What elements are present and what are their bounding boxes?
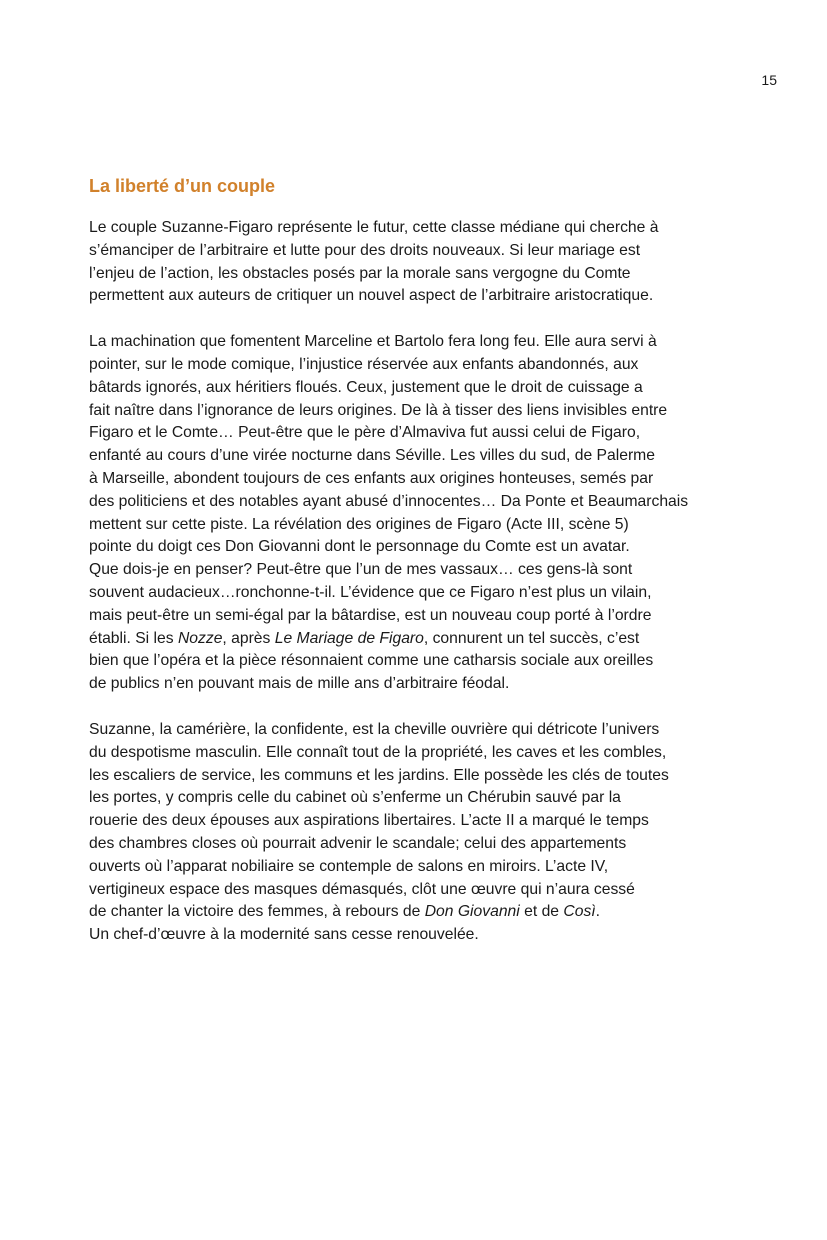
text-line	[89, 240, 739, 263]
text-line	[89, 605, 739, 628]
text-run: l’enjeu de l’action, les obstacles posés par la morale sans vergogne du Comte	[89, 264, 631, 282]
text-line	[89, 628, 739, 651]
text-line	[89, 263, 739, 286]
text-run: Que dois-je en penser? Peut-être que l’un de mes vassaux… ces gens-là sont	[89, 561, 633, 579]
text-line	[89, 719, 739, 742]
text-run: .	[595, 903, 601, 921]
text-line	[89, 787, 739, 810]
section-title: La liberté d’un couple	[89, 176, 276, 196]
text-line	[89, 377, 739, 400]
text-run: à Marseille, abondent toujours de ces enfants aux origines honteuses, semés par	[89, 469, 654, 487]
text-line	[89, 536, 739, 559]
text-run: Le couple Suzanne-Figaro représente le futur, cette classe médiane qui cherche à	[89, 219, 659, 236]
text-line	[89, 559, 739, 582]
text-line	[89, 491, 739, 514]
text-line	[89, 742, 739, 765]
italic-text: Così	[563, 903, 596, 921]
text-run: bâtards ignorés, aux héritiers floués. Ceux, justement que le droit de cuissage a	[89, 378, 643, 396]
text-line	[89, 400, 739, 423]
text-run: des politiciens et des notables ayant abusé d’innocentes… Da Ponte et Beaumarchais	[89, 492, 689, 510]
text-line	[89, 468, 739, 491]
text-run: Figaro et le Comte… Peut-être que le père d’Almaviva fut aussi celui de Figaro,	[89, 424, 641, 442]
text-run: les escaliers de service, les communs et les jardins. Elle possède les clés de toutes	[89, 766, 669, 784]
text-line	[89, 514, 739, 537]
text-line	[89, 285, 739, 308]
text-run: et de	[519, 903, 564, 921]
text-run: les portes, y compris celle du cabinet où s’enferme un Chérubin sauvé par la	[89, 789, 621, 807]
text-run: bien que l’opéra et la pièce résonnaient comme une catharsis sociale aux oreilles	[89, 652, 654, 670]
page-number: 15	[761, 72, 777, 88]
text-line	[89, 924, 739, 947]
text-run: mettent sur cette piste. La révélation des origines de Figaro (Acte III, scène 5)	[89, 515, 629, 533]
text-run: des chambres closes où pourrait advenir le scandale; celui des appartements	[89, 834, 627, 852]
text-run: Un chef-d’œuvre à la modernité sans cesse renouvelée.	[89, 926, 479, 944]
text-line	[89, 354, 739, 377]
paragraph-list	[89, 217, 739, 947]
paragraph	[89, 719, 739, 947]
text-run: , connurent un tel succès, c’est	[423, 629, 640, 647]
text-line	[89, 650, 739, 673]
text-line	[89, 582, 739, 605]
text-line	[89, 422, 739, 445]
text-run: ouverts où l’apparat nobiliaire se contemple de salons en miroirs. L’acte IV,	[89, 857, 609, 875]
text-run: permettent aux auteurs de critiquer un nouvel aspect de l’arbitraire aristocratique.	[89, 287, 654, 305]
text-run: enfanté au cours d’une virée nocturne dans Séville. Les villes du sud, de Palerme	[89, 447, 655, 465]
text-run: pointer, sur le mode comique, l’injustice réservée aux enfants abandonnés, aux	[89, 355, 639, 373]
paragraph	[89, 331, 739, 696]
text-line	[89, 445, 739, 468]
text-line	[89, 879, 739, 902]
text-run: de chanter la victoire des femmes, à rebours de	[89, 903, 425, 921]
text-run: souvent audacieux…ronchonne-t-il. L’évidence que ce Figaro n’est plus un vilain,	[89, 583, 652, 601]
text-run: , après	[222, 629, 275, 647]
text-run: La machination que fomentent Marceline et Bartolo fera long feu. Elle aura servi à	[89, 333, 657, 351]
italic-text: Nozze	[177, 629, 223, 647]
text-line	[89, 810, 739, 833]
text-run: mais peut-être un semi-égal par la bâtardise, est un nouveau coup porté à l’ordre	[89, 606, 652, 624]
text-run: s’émanciper de l’arbitraire et lutte pour des droits nouveaux. Si leur mariage est	[89, 241, 641, 259]
text-line	[89, 217, 739, 240]
document-body	[89, 174, 739, 970]
paragraph	[89, 217, 739, 308]
text-line	[89, 833, 739, 856]
text-run: rouerie des deux épouses aux aspirations libertaires. L’acte II a marqué le temps	[89, 812, 649, 830]
text-run: pointe du doigt ces Don Giovanni dont le personnage du Comte est un avatar.	[89, 538, 630, 556]
text-run: du despotisme masculin. Elle connaît tout de la propriété, les caves et les combles,	[89, 743, 667, 761]
text-run: de publics n’en pouvant mais de mille ans d’arbitraire féodal.	[89, 675, 510, 693]
text-run: fait naître dans l’ignorance de leurs origines. De là à tisser des liens invisibles entre	[89, 401, 668, 419]
italic-text: Le Mariage de Figaro	[274, 629, 424, 647]
text-line	[89, 765, 739, 788]
text-line	[89, 673, 739, 696]
italic-text: Don Giovanni	[424, 903, 520, 921]
text-line	[89, 331, 739, 354]
text-run: établi. Si les	[89, 629, 178, 647]
text-run: vertigineux espace des masques démasqués, clôt une œuvre qui n’aura cessé	[89, 880, 635, 898]
text-line	[89, 856, 739, 879]
text-line	[89, 901, 739, 924]
text-run: Suzanne, la camérière, la confidente, est la cheville ouvrière qui détricote l’univers	[89, 720, 660, 738]
